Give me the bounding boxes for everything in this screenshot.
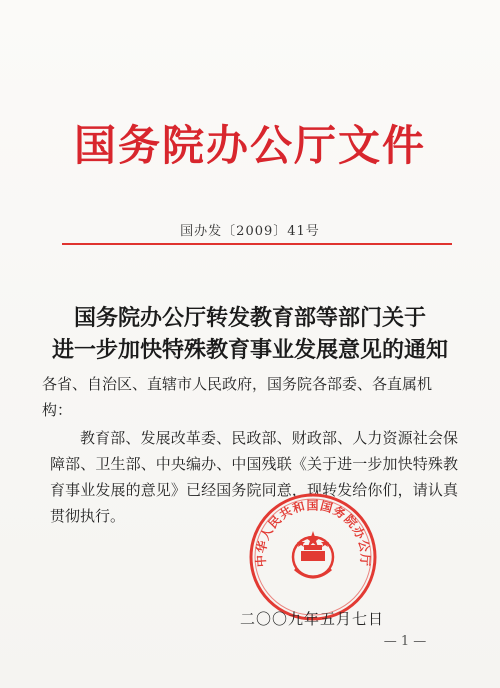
seal-text: 中华人民共和国国务院办公厅 bbox=[253, 498, 373, 568]
national-emblem-icon bbox=[293, 531, 333, 577]
title-line-2: 进一步加快特殊教育事业发展意见的通知 bbox=[51, 337, 448, 363]
page-number-row bbox=[0, 634, 500, 649]
salutation: 各省、自治区、直辖市人民政府，国务院各部委、各直属机构： bbox=[42, 375, 433, 419]
document-date: 二〇〇九年五月七日 bbox=[240, 610, 385, 628]
document-header-title: 国务院办公厅文件 bbox=[73, 121, 426, 170]
document-number: 国办发〔2009〕41号 bbox=[180, 224, 320, 239]
document-title bbox=[0, 302, 500, 366]
header-divider bbox=[62, 243, 452, 245]
page-number: — 1 — bbox=[383, 634, 427, 649]
official-seal bbox=[247, 491, 379, 623]
title-line-1: 国务院办公厅转发教育部等部门关于 bbox=[73, 305, 426, 331]
body-paragraph: 教育部、发展改革委、民政部、财政部、人力资源社会保障部、卫生部、中央编办、中国残联《关于进一步加快特殊教育事业发展的意见》已经国务院同意，现转发给你们，请认真贯彻执行。 bbox=[50, 429, 458, 525]
